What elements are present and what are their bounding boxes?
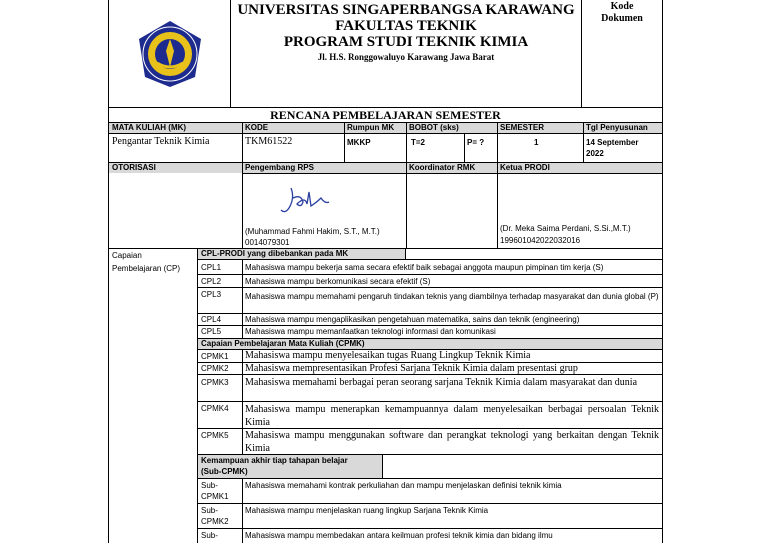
cpmk-text: Mahasiswa mempresentasikan Profesi Sarjana Teknik Kimia dalam presentasi grup bbox=[245, 363, 578, 374]
capaian-label-2: Pembelajaran (CP) bbox=[112, 264, 181, 273]
header-semester: SEMESTER bbox=[500, 123, 545, 132]
rps-document bbox=[108, 0, 663, 543]
header-title-block bbox=[231, 0, 581, 108]
cpl-text: Mahasiswa mampu bekerja sama secara efektif baik sebagai anggota maupun pimpinan tim kerja (S) bbox=[245, 263, 604, 272]
cpmk-code: CPMK1 bbox=[201, 352, 229, 361]
logo-cell bbox=[109, 0, 231, 108]
otorisasi-label: OTORISASI bbox=[112, 163, 156, 172]
sub-code-num: CPMK2 bbox=[201, 517, 229, 526]
cpmk-code: CPMK4 bbox=[201, 404, 229, 413]
cpl-text: Mahasiswa mampu berkomunikasi secara efektif (S) bbox=[245, 277, 431, 286]
ketua-label: Ketua PRODI bbox=[500, 163, 550, 172]
cpmk-code: CPMK3 bbox=[201, 378, 229, 387]
course-rumpun: MKKP bbox=[347, 138, 371, 147]
cpmk-code: CPMK2 bbox=[201, 364, 229, 373]
cpmk-header: Capaian Pembelajaran Mata Kuliah (CPMK) bbox=[201, 339, 365, 348]
kode-dokumen-cell bbox=[581, 0, 662, 108]
signature-icon bbox=[277, 184, 337, 220]
koordinator-label: Koordinator RMK bbox=[409, 163, 476, 172]
header-bobot: BOBOT (sks) bbox=[409, 123, 459, 132]
cpmk-text: Mahasiswa mampu menyelesaikan tugas Ruang Lingkup Teknik Kimia bbox=[245, 350, 531, 361]
header-tgl: Tgl Penyusunan bbox=[586, 123, 648, 132]
cpl-code: CPL2 bbox=[201, 277, 222, 286]
sub-text: Mahasiswa memahami kontrak perkuliahan dan mampu menjelaskan definisi teknik kimia bbox=[245, 481, 562, 490]
header-kode: KODE bbox=[245, 123, 269, 132]
sub-code-num: CPMK1 bbox=[201, 492, 229, 501]
cpl-text: Mahasiswa mampu mengaplikasikan pengetahuan matematika, sains dan teknik (engineering) bbox=[245, 315, 580, 324]
course-tgl-2: 2022 bbox=[586, 149, 604, 158]
course-t: T=2 bbox=[411, 138, 426, 147]
university-name: UNIVERSITAS SINGAPERBANGSA KARAWANG bbox=[237, 2, 575, 18]
sub-code: Sub- bbox=[201, 531, 218, 540]
ketua-nip: 199601042022032016 bbox=[500, 236, 581, 245]
sub-code: Sub- bbox=[201, 506, 218, 515]
document-title: RENCANA PEMBELAJARAN SEMESTER bbox=[270, 108, 501, 122]
cpmk-text: Mahasiswa memahami berbagai peran seorang sarjana Teknik Kimia dalam masyarakat dan dunia bbox=[245, 377, 638, 388]
header-mk: MATA KULIAH (MK) bbox=[112, 123, 187, 132]
cpmk-text: Mahasiswa mampu menggunakan software dan perangkat teknologi yang berkaitan dengan Teknik Kimia bbox=[245, 430, 659, 454]
sub-header-1: Kemampuan akhir tiap tahapan belajar bbox=[201, 456, 348, 465]
cpl-code: CPL5 bbox=[201, 327, 222, 336]
capaian-label-1: Capaian bbox=[112, 251, 142, 260]
course-p: P= ? bbox=[467, 138, 485, 147]
sub-header-2: (Sub-CPMK) bbox=[201, 467, 248, 476]
document-header bbox=[109, 0, 662, 108]
university-logo-icon bbox=[135, 19, 205, 89]
ketua-name: (Dr. Meka Saima Perdani, S.Si.,M.T.) bbox=[500, 224, 631, 233]
header-rumpun: Rumpun MK bbox=[347, 123, 395, 132]
cpmk-text: Mahasiswa mampu menerapkan kemampuannya dalam menyelesaikan berbagai persoalan Teknik Kimia bbox=[245, 404, 659, 428]
cpl-code: CPL3 bbox=[201, 290, 222, 299]
course-name: Pengantar Teknik Kimia bbox=[112, 136, 210, 147]
cpl-code: CPL1 bbox=[201, 263, 222, 272]
course-semester: 1 bbox=[534, 138, 539, 147]
sub-text: Mahasiswa mampu menjelaskan ruang lingkup Sarjana Teknik Kimia bbox=[245, 506, 489, 515]
cpl-text: Mahasiswa mampu memanfaatkan teknologi informasi dan komunikasi bbox=[245, 327, 496, 336]
cpmk-code: CPMK5 bbox=[201, 431, 229, 440]
faculty-name: FAKULTAS TEKNIK bbox=[335, 18, 477, 34]
pengembang-label: Pengembang RPS bbox=[245, 163, 314, 172]
cpl-header: CPL-PRODI yang dibebankan pada MK bbox=[201, 249, 349, 258]
program-name: PROGRAM STUDI TEKNIK KIMIA bbox=[283, 34, 529, 50]
pengembang-nip: 0014079301 bbox=[245, 238, 290, 247]
sub-text: Mahasiswa mampu membedakan antara keilmuan profesi teknik kimia dan bidang ilmu bbox=[245, 531, 553, 540]
cpl-code: CPL4 bbox=[201, 315, 222, 324]
pengembang-name: (Muhammad Fahmi Hakim, S.T., M.T.) bbox=[245, 227, 380, 236]
sub-code: Sub- bbox=[201, 481, 218, 490]
course-tgl-1: 14 September bbox=[586, 138, 639, 147]
address: Jl. H.S. Ronggowaluyo Karawang Jawa Barat bbox=[317, 52, 495, 62]
cpl-text: Mahasiswa mampu memahami pengaruh tindakan teknis yang diambilnya terhadap masyarakat dan dunia global (P) bbox=[245, 292, 659, 301]
course-kode: TKM61522 bbox=[245, 136, 293, 147]
kode-dokumen-label: Kode Dokumen bbox=[601, 1, 643, 24]
